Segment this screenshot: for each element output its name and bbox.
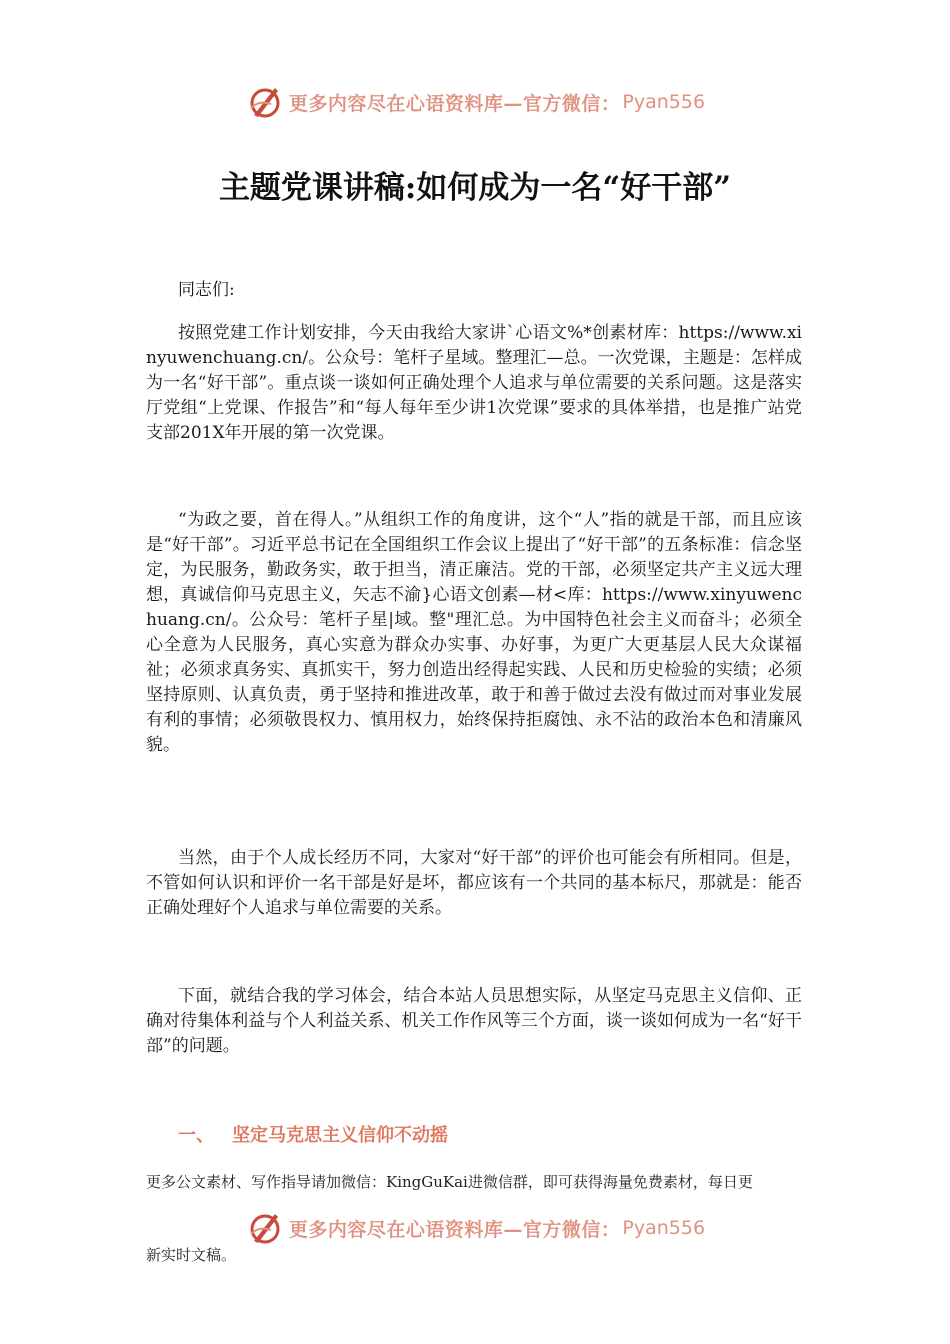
section-heading-1: [178, 1121, 448, 1147]
footer-promo-line: 更多公文素材、写作指导请加微信：KingGuKai进微信群，即可获得海量免费素材，每日更: [146, 1173, 753, 1191]
section-number: 一、: [178, 1125, 214, 1146]
paragraph-3: 当然，由于个人成长经历不同，大家对“好干部”的评价也可能会有所相同。但是，不管如何认识和评价一名干部是好是坏，都应该有一个共同的基本标尺，那就是：能否正确处理好个人追求与单位需要的关系。: [146, 848, 802, 918]
pen-logo-icon: [245, 82, 285, 122]
pen-logo-icon: [245, 1208, 285, 1248]
document-title: 主题党课讲稿:如何成为一名“好干部”: [218, 170, 732, 206]
banner-text: 更多内容尽在心语资料库—官方微信：: [288, 1218, 621, 1241]
header-watermark-banner: [0, 80, 950, 124]
salutation: 同志们:: [178, 280, 235, 300]
footer-promo-line-continued: 新实时文稿。: [146, 1246, 237, 1264]
section-heading-text: 坚定马克思主义信仰不动摇: [232, 1125, 448, 1146]
paragraph-1: 按照党建工作计划安排，今天由我给大家讲`心语文%*创素材库：https://www.xinyuwenchuang.cn/。公众号：笔杆子星域。整理汇—总。一次党课，主题是：怎样成为一名“好干部”。重点谈一谈如何正确处理个人追求与单位需要的关系问题。这是落实厅党组“上党课、作报告”和“每人每年至少讲1次党课”要求的具体举措，也是推广站党支部201X年开展的第一次党课。: [146, 323, 802, 443]
paragraph-2: “为政之要，首在得人。”从组织工作的角度讲，这个“人”指的就是干部，而且应该是“好干部”。习近平总书记在全国组织工作会议上提出了“好干部”的五条标准：信念坚定，为民服务，勤政务实，敢于担当，清正廉洁。党的干部，必须坚定共产主义远大理想，真诚信仰马克思主义，矢志不渝}心语文创素—材<库：https://www.xinyuwenchuang.cn/。公众号：笔杆子星|域。整"理汇总。为中国特色社会主义而奋斗；必须全心全意为人民服务，真心实意为群众办实事、办好事，为更广大更基层人民大众谋福祉；必须求真务实、真抓实干，努力创造出经得起实践、人民和历史检验的实绩；必须坚持原则、认真负责，勇于坚持和推进改革，敢于和善于做过去没有做过而对事业发展有利的事情；必须敬畏权力、慎用权力，始终保持拒腐蚀、永不沾的政治本色和清廉风貌。: [146, 510, 802, 755]
banner-text: 更多内容尽在心语资料库—官方微信：: [288, 92, 621, 115]
banner-wechat-id: Pyan556: [622, 91, 706, 113]
banner-wechat-id: Pyan556: [622, 1217, 706, 1239]
paragraph-4: 下面，就结合我的学习体会，结合本站人员思想实际，从坚定马克思主义信仰、正确对待集体利益与个人利益关系、机关工作作风等三个方面，谈一谈如何成为一名“好干部”的问题。: [146, 986, 802, 1056]
